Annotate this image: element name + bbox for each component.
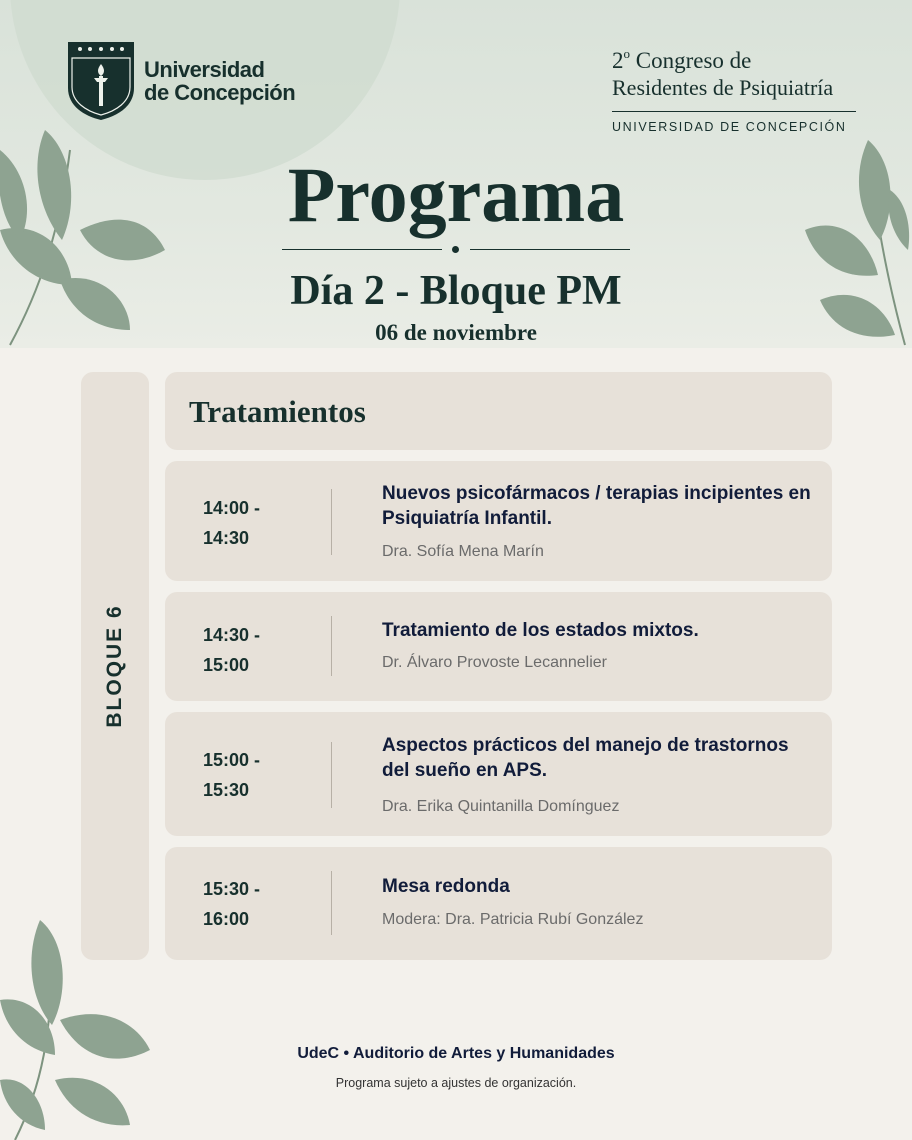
session-title: Aspectos prácticos del manejo de trastornos del sueño en APS.: [382, 735, 789, 781]
session-divider: [331, 489, 332, 555]
page-title: Programa: [287, 151, 625, 238]
title-divider-dot: [452, 246, 459, 253]
page-subtitle: Día 2 - Bloque PM: [290, 268, 622, 314]
title-divider-left: [282, 249, 442, 250]
congress-divider: [612, 111, 856, 112]
session-time: 14:00 - 14:30: [203, 498, 261, 548]
block-label: BLOQUE 6: [103, 604, 126, 728]
section-header: [165, 372, 832, 450]
congress-heading: [612, 40, 858, 134]
session-speaker: Dra. Sofía Mena Marín: [382, 543, 544, 560]
congress-number: 2: [612, 48, 624, 73]
university-name-line2: de Concepción: [144, 80, 296, 105]
session-row: [165, 592, 832, 701]
congress-line2: Residentes de Psiquiatría: [612, 75, 834, 100]
session-title: Tratamiento de los estados mixtos.: [382, 620, 699, 641]
session-title: Mesa redonda: [382, 876, 510, 897]
session-divider: [331, 616, 332, 676]
session-divider: [331, 871, 332, 935]
session-time: 15:00 - 15:30: [203, 750, 261, 800]
session-speaker: Modera: Dra. Patricia Rubí González: [382, 911, 644, 928]
section-title: Tratamientos: [189, 394, 366, 429]
footer-venue: UdeC • Auditorio de Artes y Humanidades: [297, 1045, 615, 1062]
congress-line1: [612, 40, 858, 75]
footer-note: Programa sujeto a ajustes de organización.: [335, 1076, 577, 1090]
shield-torch-icon: [66, 40, 136, 122]
university-logo: [66, 40, 295, 122]
session-divider: [331, 742, 332, 808]
congress-line1-text: Congreso de: [630, 48, 752, 73]
session-row: [165, 847, 832, 960]
congress-university: UNIVERSIDAD DE CONCEPCIÓN: [612, 120, 847, 134]
congress-ordinal: o: [623, 46, 630, 61]
event-date: 06 de noviembre: [375, 320, 537, 345]
session-speaker: Dra. Erika Quintanilla Domínguez: [382, 798, 620, 815]
session-row: [165, 461, 832, 581]
session-row: [165, 712, 832, 836]
session-time: 14:30 - 15:00: [203, 625, 261, 675]
title-divider-right: [470, 249, 630, 250]
session-title: Nuevos psicofármacos / terapias incipientes en Psiquiatría Infantil.: [382, 483, 811, 529]
session-time: 15:30 - 16:00: [203, 879, 261, 929]
session-speaker: Dr. Álvaro Provoste Lecannelier: [382, 654, 607, 671]
university-name-line1: Universidad: [144, 57, 265, 82]
